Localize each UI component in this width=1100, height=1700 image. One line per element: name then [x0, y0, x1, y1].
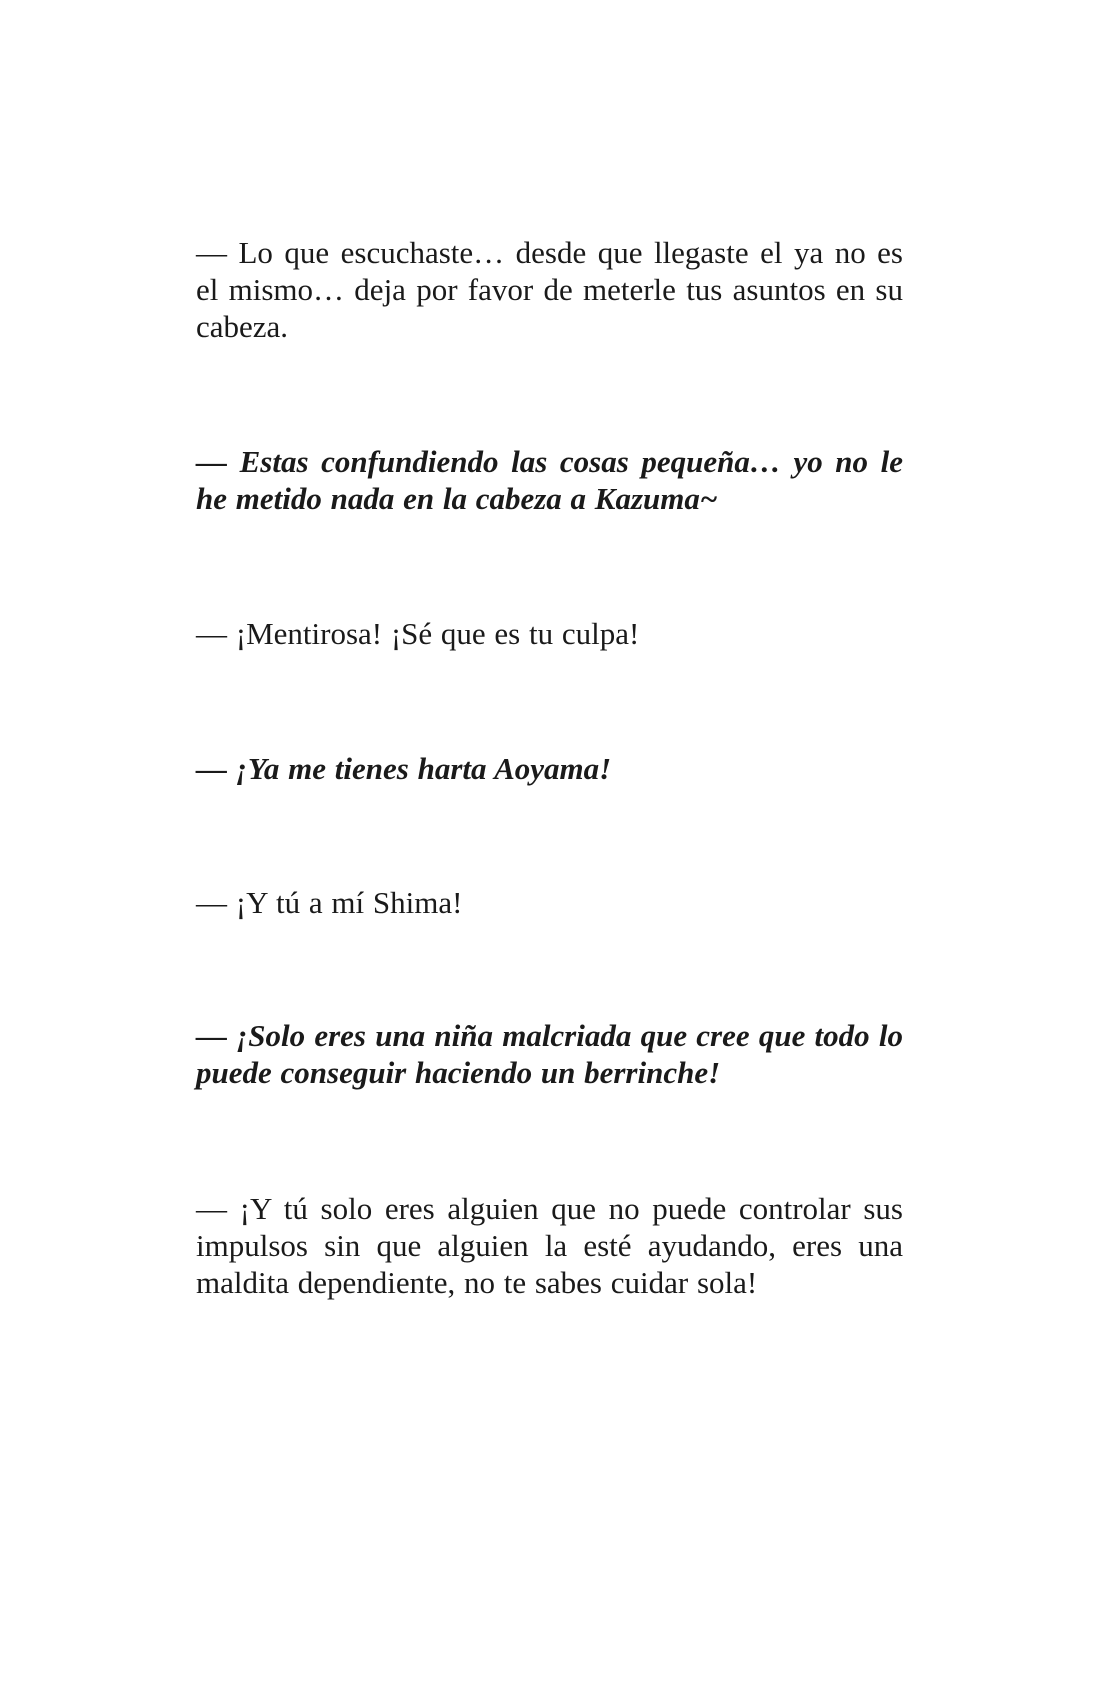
dialogue-paragraph-2: — Estas confundiendo las cosas pequeña… yo no le he metido nada en la cabeza a Kazuma~ [196, 444, 903, 516]
dialogue-paragraph-3: — ¡Mentirosa! ¡Sé que es tu culpa! [196, 616, 640, 651]
dialogue-paragraph-1: — Lo que escuchaste… desde que llegaste el ya no es el mismo… deja por favor de meterle tus asuntos en su cabeza. [196, 235, 903, 344]
dialogue-paragraph-6: — ¡Solo eres una niña malcriada que cree que todo lo puede conseguir haciendo un berrinche! [196, 1018, 903, 1090]
dialogue-paragraph-7: — ¡Y tú solo eres alguien que no puede controlar sus impulsos sin que alguien la esté ayudando, eres una maldita dependiente, no te sabes cuidar sola! [196, 1191, 903, 1300]
dialogue-paragraph-4: — ¡Ya me tienes harta Aoyama! [196, 751, 612, 786]
dialogue-paragraph-5: — ¡Y tú a mí Shima! [196, 885, 463, 920]
